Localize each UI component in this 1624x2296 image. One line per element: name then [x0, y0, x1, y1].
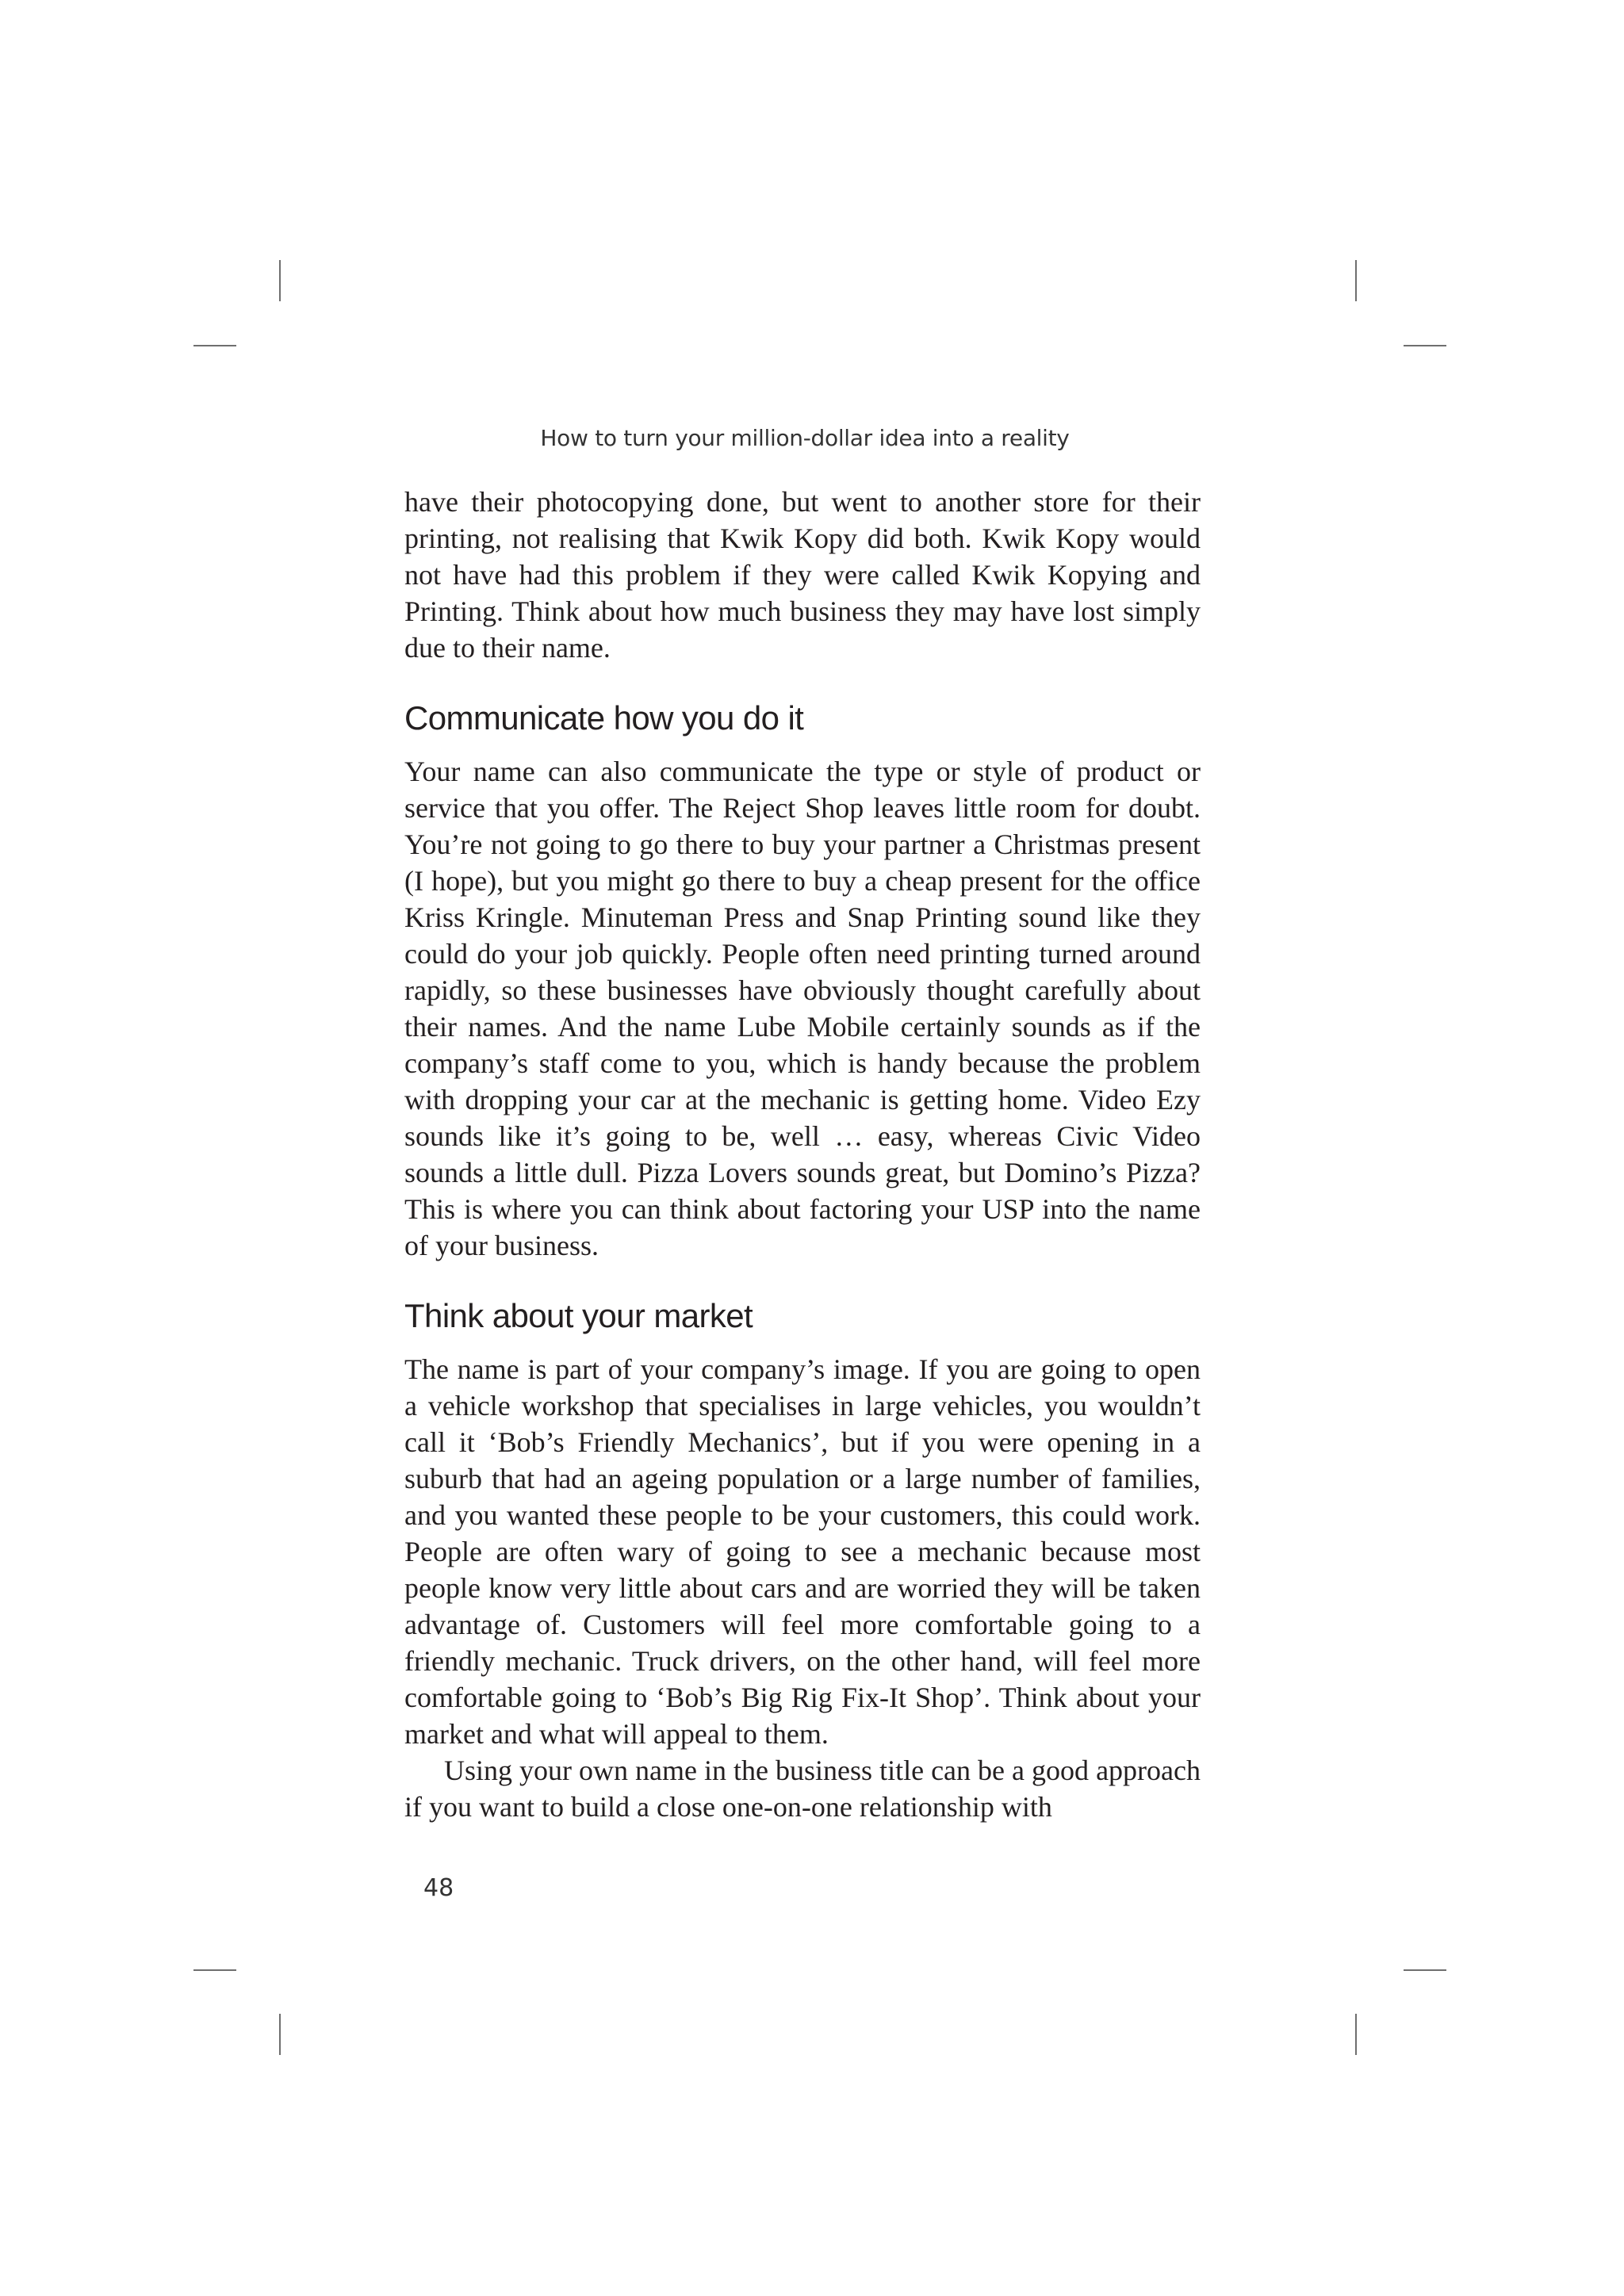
- crop-mark-bottom-right-vertical: [1355, 2014, 1357, 2055]
- crop-mark-bottom-left-vertical: [279, 2014, 281, 2055]
- body-paragraph: The name is part of your company’s image. If you are going to open a vehicle workshop that specialises in large vehicles, you wouldn’t call it ‘Bob’s Friendly Mechanics’, but if you were opening in a suburb that had an ageing population or a large number of families, and you wanted these people to be your customers, this could work. People are often wary of going to see a mechanic because most people know very little about cars and are worried they will be taken advantage of. Customers will feel more comfortable going to a friendly mechanic. Truck drivers, on the other hand, will feel more comfortable going to ‘Bob’s Big Rig Fix-It Shop’. Think about your market and what will appeal to them.: [404, 1353, 1201, 1750]
- body-paragraph: Using your own name in the business title can be a good approach if you want to build a close one-on-one relationship with: [404, 1755, 1201, 1823]
- crop-mark-top-right-horizontal: [1404, 345, 1446, 346]
- page-body: [404, 484, 1201, 1825]
- body-paragraph: have their photocopying done, but went to another store for their printing, not realising that Kwik Kopy did both. Kwik Kopy would not have had this problem if they were called Kwik Kopying and Printing. Think about how much business they may have lost simply due to their name.: [404, 486, 1201, 664]
- crop-mark-top-left-horizontal: [193, 345, 236, 346]
- running-head: How to turn your million-dollar idea into a reality: [540, 425, 1070, 451]
- section-heading: Communicate how you do it: [404, 699, 804, 737]
- body-paragraph: Your name can also communicate the type or style of product or service that you offer. The Reject Shop leaves little room for doubt. You’re not going to go there to buy your partner a Christmas present (I hope), but you might go there to buy a cheap present for the office Kriss Kringle. Minuteman Press and Snap Printing sound like they could do your job quickly. People often need printing turned around rapidly, so these businesses have obviously thought carefully about their names. And the name Lube Mobile certainly sounds as if the company’s staff come to you, which is handy because the problem with dropping your car at the mechanic is getting home. Video Ezy sounds like it’s going to be, well … easy, whereas Civic Video sounds a little dull. Pizza Lovers sounds great, but Domino’s Pizza? This is where you can think about factoring your USP into the name of your business.: [404, 756, 1201, 1261]
- crop-mark-top-right-vertical: [1355, 260, 1357, 301]
- section-heading: Think about your market: [404, 1297, 753, 1334]
- crop-mark-bottom-left-horizontal: [193, 1969, 236, 1971]
- crop-mark-bottom-right-horizontal: [1404, 1969, 1446, 1971]
- page-number: 48: [423, 1874, 454, 1902]
- crop-mark-top-left-vertical: [279, 260, 281, 301]
